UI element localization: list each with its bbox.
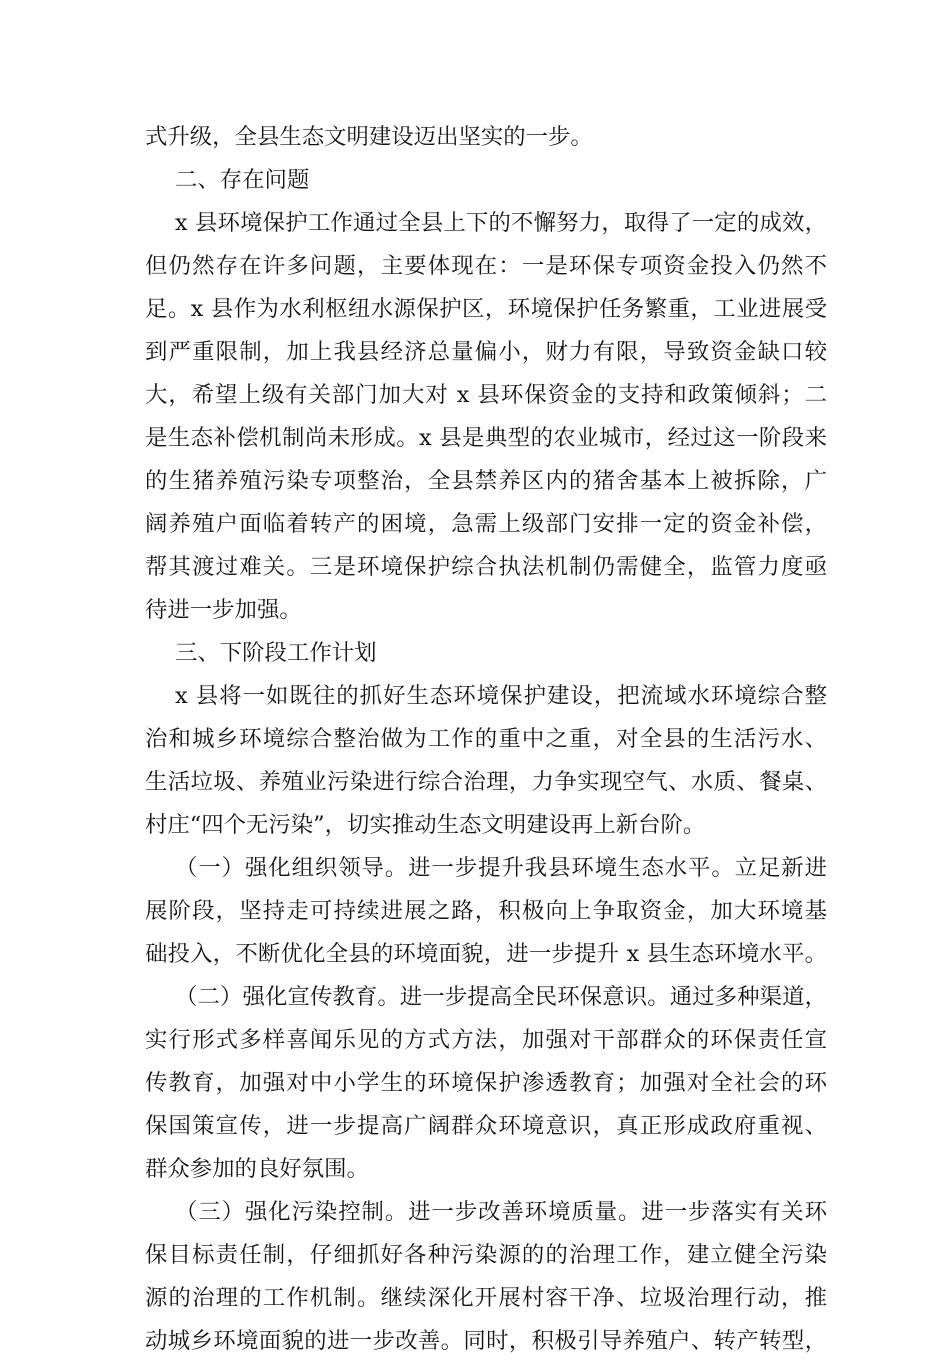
text-line: 足。x 县作为水利枢纽水源保护区，环境保护任务繁重，工业进展受 [145, 296, 827, 322]
text-line: 但仍然存在许多问题，主要体现在：一是环保专项资金投入仍然不 [145, 253, 827, 279]
text-line: 动城乡环境面貌的进一步改善。同时，积极引导养殖户、转产转型， [145, 1328, 827, 1354]
text-line: 保国策宣传，进一步提高广阔群众环境意识，真正形成政府重视、 [145, 1113, 827, 1139]
text-line: （一）强化组织领导。进一步提升我县环境生态水平。立足新进 [175, 855, 827, 881]
text-line: （三）强化污染控制。进一步改善环境质量。进一步落实有关环 [175, 1199, 827, 1225]
text-line: 生活垃圾、养殖业污染进行综合治理，力争实现空气、水质、餐桌、 [145, 769, 827, 795]
text-line: 式升级，全县生态文明建设迈出坚实的一步。 [145, 124, 593, 150]
text-line: 村庄“四个无污染”，切实推动生态文明建设再上新台阶。 [145, 812, 706, 838]
text-line: 传教育，加强对中小学生的环境保护渗透教育；加强对全社会的环 [145, 1070, 827, 1096]
section-heading: 二、存在问题 [175, 167, 310, 193]
text-line: 阔养殖户面临着转产的困境，急需上级部门安排一定的资金补偿， [145, 511, 827, 537]
text-line: 到严重限制，加上我县经济总量偏小，财力有限，导致资金缺口较 [145, 339, 827, 365]
text-line: x 县环境保护工作通过全县上下的不懈努力，取得了一定的成效， [175, 210, 827, 236]
text-line: 实行形式多样喜闻乐见的方式方法，加强对干部群众的环保责任宣 [145, 1027, 827, 1053]
text-line: 治和城乡环境综合整治做为工作的重中之重，对全县的生活污水、 [145, 726, 827, 752]
text-line: 的生猪养殖污染专项整治，全县禁养区内的猪舍基本上被拆除，广 [145, 468, 827, 494]
text-line: 础投入，不断优化全县的环境面貌，进一步提升 x 县生态环境水平。 [145, 941, 827, 967]
text-line: 是生态补偿机制尚未形成。x 县是典型的农业城市，经过这一阶段来 [145, 425, 827, 451]
text-line: 展阶段，坚持走可持续进展之路，积极向上争取资金，加大环境基 [145, 898, 827, 924]
text-line: 群众参加的良好氛围。 [145, 1156, 369, 1182]
text-line: 保目标责任制，仔细抓好各种污染源的的治理工作，建立健全污染 [145, 1242, 827, 1268]
text-line: 大，希望上级有关部门加大对 x 县环保资金的支持和政策倾斜；二 [145, 382, 827, 408]
text-line: 源的治理的工作机制。继续深化开展村容干净、垃圾治理行动，推 [145, 1285, 827, 1311]
text-line: （二）强化宣传教育。进一步提高全民环保意识。通过多种渠道， [175, 984, 827, 1010]
text-line: 帮其渡过难关。三是环境保护综合执法机制仍需健全，监管力度亟 [145, 554, 827, 580]
text-line: 待进一步加强。 [145, 597, 302, 623]
document-body [145, 116, 827, 1363]
section-heading: 三、下阶段工作计划 [175, 640, 377, 666]
text-line: x 县将一如既往的抓好生态环境保护建设，把流域水环境综合整 [175, 683, 827, 709]
